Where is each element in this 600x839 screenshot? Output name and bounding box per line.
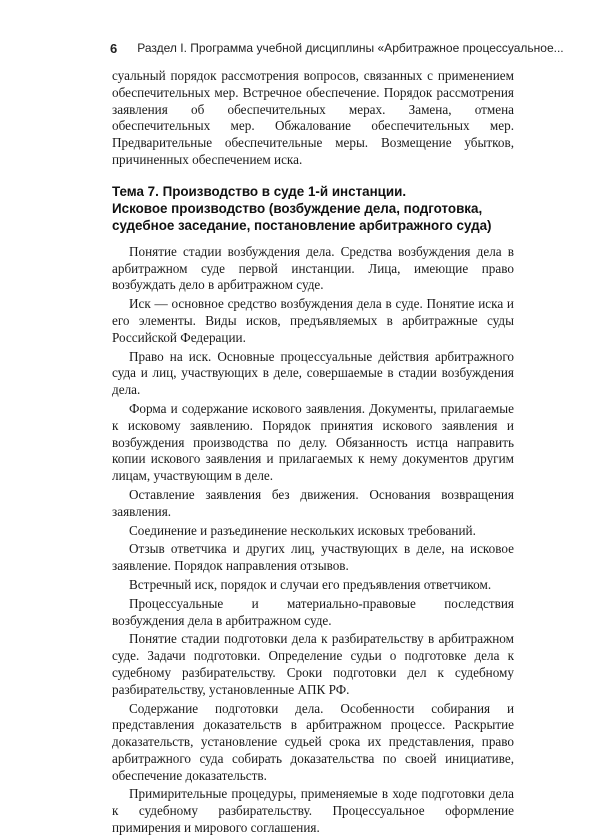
page-body (112, 68, 514, 839)
body-paragraph: Понятие стадии возбуждения дела. Средства возбуждения дела в арбитражном суде первой инстанции. Лица, имеющие право возбуждать дело в арбитражном суде. (112, 243, 514, 293)
intro-paragraph: суальный порядок рассмотрения вопросов, связанных с применением обеспечительных мер. Встречное обеспечение. Порядок рассмотрения заявления об обеспечительных мерах. Замена, отмена обеспечительных мер. Обжалование обеспечительных мер. Предварительные обеспечительные меры. Возмещение убытков, причиненных обеспечением иска. (112, 68, 514, 167)
body-paragraph: Оставление заявления без движения. Основания возвращения заявления. (112, 486, 514, 519)
running-title: Раздел I. Программа учебной дисциплины «Арбитражное процессуальное... (137, 41, 564, 55)
body-paragraph: Иск — основное средство возбуждения дела в суде. Понятие иска и его элементы. Виды исков, предъявляемых в арбитражные суды Российской Федерации. (112, 296, 514, 345)
body-paragraph: Встречный иск, порядок и случаи его предъявления ответчиком. (129, 576, 492, 592)
body-paragraph: Форма и содержание искового заявления. Документы, прилагаемые к исковому заявлению. Порядок принятия искового заявления и возбуждения производства по делу. Обязанность истца направить копии искового заявления и прилагаемых к нему документов другим лицам, участвующим в деле. (112, 400, 514, 484)
body-paragraph: Право на иск. Основные процессуальные действия арбитражного суда и лиц, участвующих в деле, совершаемые в стадии возбуждения дела. (112, 348, 514, 398)
topic-title-line1: Тема 7. Производство в суде 1-й инстанции. (112, 183, 407, 199)
body-paragraph: Процессуальные и материально-правовые последствия возбуждения дела в арбитражном суде. (112, 595, 514, 628)
topic-heading (112, 183, 514, 234)
running-header (110, 38, 564, 58)
body-paragraph: Соединение и разъединение нескольких исковых требований. (129, 522, 476, 538)
body-paragraph: Содержание подготовки дела. Особенности собирания и представления доказательств в арбитражном процессе. Раскрытие доказательств, установление судьей срока их представления, право арбитражного суда собирать доказательства по своей инициативе, обеспечение доказательств. (112, 700, 514, 783)
body-paragraph: Примирительные процедуры, применяемые в ходе подготовки дела к судебному разбирательству. Процессуальное оформление примирения и мирового соглашения. (112, 786, 514, 836)
body-paragraph: Отзыв ответчика и других лиц, участвующих в деле, на исковое заявление. Порядок направления отзывов. (112, 541, 514, 574)
topic-title-line2: Исковое производство (возбуждение дела, подготовка, судебное заседание, постановление арбитражного суда) (112, 200, 492, 233)
page-number: 6 (110, 40, 118, 56)
body-paragraph: Понятие стадии подготовки дела к разбирательству в арбитражном суде. Задачи подготовки. Определение судьи о подготовке дела к судебному разбирательству. Сроки подготовки дел к судебному разбирательству, установленные АПК РФ. (112, 631, 514, 697)
